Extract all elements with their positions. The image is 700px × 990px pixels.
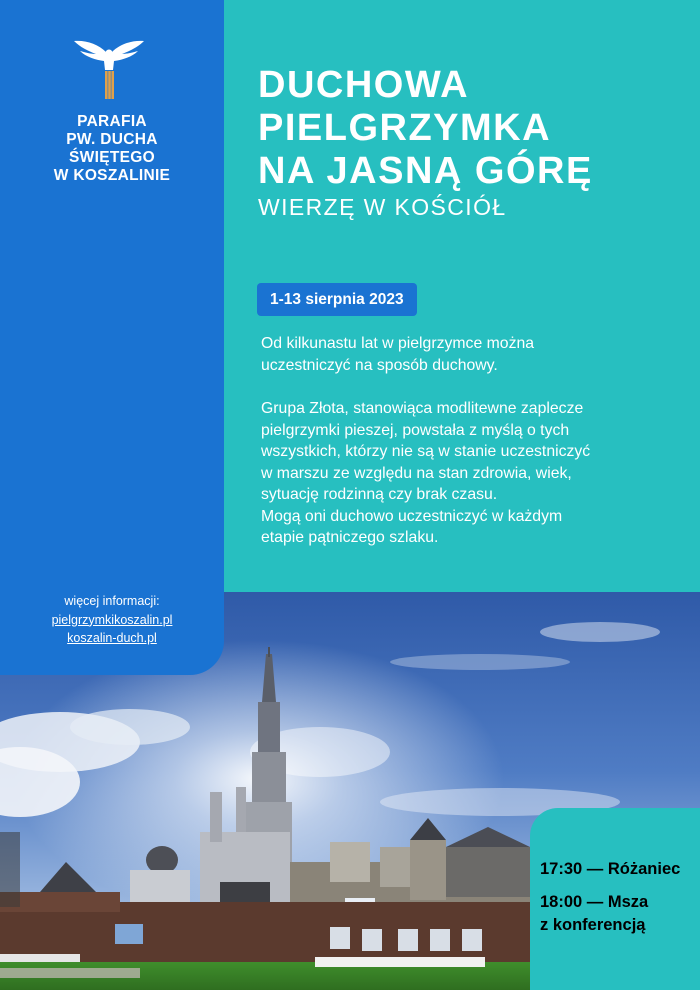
desc-line: Od kilkunastu lat w pielgrzymce można bbox=[261, 335, 535, 352]
more-info-label: więcej informacji: bbox=[64, 594, 160, 608]
sidebar bbox=[0, 0, 224, 675]
parish-line: ŚWIĘTEGO bbox=[69, 149, 155, 166]
description bbox=[261, 333, 681, 571]
desc-line: sytuację rodzinną czy brak czasu. bbox=[261, 486, 498, 503]
dove-icon bbox=[72, 38, 146, 102]
subtitle: WIERZĘ W KOŚCIÓŁ bbox=[258, 194, 507, 220]
schedule-rosary: 17:30 — Różaniec bbox=[540, 860, 681, 878]
title-line: PIELGRZYMKA bbox=[258, 107, 552, 149]
schedule-box bbox=[530, 808, 700, 990]
parish-line: W KOSZALINIE bbox=[53, 167, 171, 184]
description-paragraph bbox=[261, 333, 681, 376]
parish-line: PARAFIA bbox=[77, 113, 147, 130]
desc-line: pielgrzymki pieszej, powstała z myślą o tych bbox=[261, 421, 570, 439]
schedule-mass: 18:00 — Msza bbox=[540, 893, 649, 911]
link-koszalin-duch[interactable]: koszalin-duch.pl bbox=[67, 631, 157, 645]
desc-line: uczestniczyć na sposób duchowy. bbox=[261, 356, 498, 374]
parish-name bbox=[0, 113, 224, 185]
page-title bbox=[258, 64, 593, 193]
schedule-mass-conference: z konferencją bbox=[540, 916, 646, 934]
link-pielgrzymkikoszalin[interactable]: pielgrzymkikoszalin.pl bbox=[51, 612, 173, 627]
title-line: DUCHOWA bbox=[258, 64, 470, 106]
date-badge: 1-13 sierpnia 2023 bbox=[257, 283, 417, 316]
more-info bbox=[0, 592, 224, 648]
desc-line: etapie pątniczego szlaku. bbox=[261, 529, 439, 546]
desc-line: Mogą oni duchowo uczestniczyć w każdym bbox=[261, 507, 563, 525]
desc-line: w marszu ze względu na stan zdrowia, wiek, bbox=[261, 464, 572, 482]
description-paragraph bbox=[261, 398, 681, 549]
desc-line: Grupa Złota, stanowiąca modlitewne zaplecze bbox=[261, 400, 584, 417]
title-line: NA JASNĄ GÓRĘ bbox=[258, 150, 593, 192]
parish-line: PW. DUCHA bbox=[66, 131, 158, 148]
desc-line: wszystkich, którzy nie są w stanie uczestniczyć bbox=[261, 443, 591, 460]
